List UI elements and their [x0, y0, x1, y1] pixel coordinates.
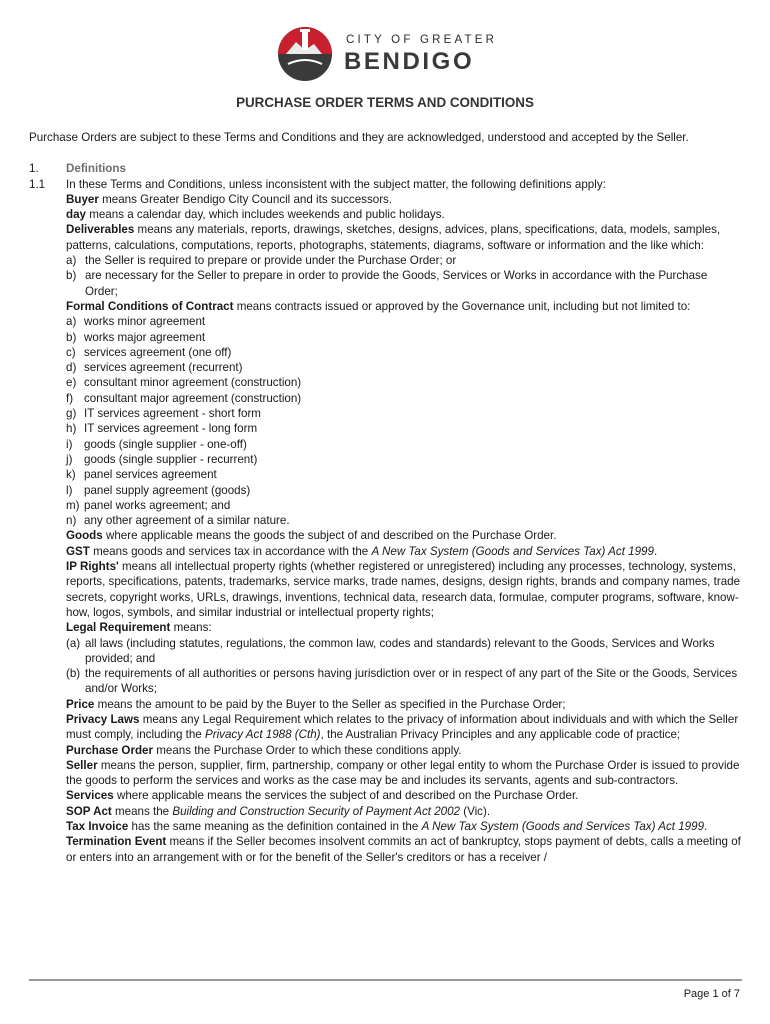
list-text: panel supply agreement (goods) — [84, 483, 251, 497]
definition-text: has the same meaning as the definition contained in the — [128, 820, 422, 834]
definition-text: means the person, supplier, firm, partnership, company or other legal entity to whom the Purchase Order is issued to provide the goods to perform the services and works as the case may be and includes its servants, agents and sub-contractors. — [66, 758, 740, 788]
list-label: b) — [66, 269, 77, 283]
definition-termination-event — [66, 834, 742, 865]
footer-divider — [29, 979, 742, 981]
logo-line-2: BENDIGO — [344, 48, 475, 75]
definition-privacy-laws — [66, 712, 742, 743]
definition-text: means a calendar day, which includes weekends and public holidays. — [85, 208, 445, 222]
list-label: (a) — [66, 636, 81, 650]
definition-seller — [66, 758, 742, 789]
definition-tax-invoice — [66, 819, 742, 834]
list-item — [66, 268, 742, 299]
list-item — [66, 513, 742, 528]
list-item — [66, 253, 742, 268]
list-label: g) — [66, 407, 77, 421]
definition-text: means Greater Bendigo City Council and its successors. — [98, 192, 393, 206]
definition-day — [66, 207, 742, 222]
list-text: services agreement (recurrent) — [84, 361, 243, 375]
term: SOP Act — [66, 804, 112, 818]
list-label: e) — [66, 376, 77, 390]
document-body — [29, 130, 742, 865]
term: Termination Event — [66, 835, 167, 849]
clause-number: 1.1 — [29, 177, 46, 191]
definition-formal-conditions — [66, 299, 742, 314]
list-label: l) — [66, 483, 73, 497]
list-item — [66, 375, 742, 390]
list-text: the Seller is required to prepare or provide under the Purchase Order; or — [85, 254, 457, 268]
list-text: works minor agreement — [84, 315, 206, 329]
definition-text: means any Legal Requirement which relates to the privacy of information about individuals and with which the Seller must comply, including the — [66, 712, 739, 742]
clause-1-1 — [29, 177, 742, 192]
list-text: any other agreement of a similar nature. — [84, 514, 290, 528]
definition-legal-requirement — [66, 620, 742, 635]
term: Purchase Order — [66, 743, 153, 757]
definition-text: means contracts issued or approved by the Governance unit, including but not limited to: — [233, 299, 691, 313]
definition-sop-act — [66, 804, 742, 819]
list-item — [66, 391, 742, 406]
list-item — [66, 666, 742, 697]
list-item — [66, 330, 742, 345]
list-text: services agreement (one off) — [84, 345, 232, 359]
list-label: f) — [66, 391, 74, 405]
list-text: goods (single supplier - recurrent) — [84, 452, 258, 466]
list-label: j) — [66, 452, 73, 466]
list-label: k) — [66, 468, 76, 482]
list-label: h) — [66, 422, 77, 436]
list-text: consultant major agreement (construction) — [84, 391, 302, 405]
section-number: 1. — [29, 162, 39, 176]
definitions-list — [29, 192, 742, 865]
term: Services — [66, 789, 114, 803]
section-1-heading — [29, 161, 742, 176]
list-text: works major agreement — [84, 330, 206, 344]
list-text: consultant minor agreement (construction) — [84, 376, 302, 390]
term: Buyer — [66, 192, 99, 206]
list-label: m) — [66, 498, 80, 512]
list-text: the requirements of all authorities or persons having jurisdiction over or in respect of any part of the Site or the Goods, Services and/or Works; — [85, 667, 738, 696]
list-label: b) — [66, 330, 77, 344]
list-text: IT services agreement - long form — [84, 422, 258, 436]
list-item — [66, 421, 742, 436]
section-heading: Definitions — [66, 162, 126, 176]
list-text: panel works agreement; and — [84, 498, 231, 512]
term: day — [66, 208, 86, 222]
term: Formal Conditions of Contract — [66, 299, 234, 313]
term: Tax Invoice — [66, 820, 129, 834]
list-label: a) — [66, 315, 77, 329]
list-item — [66, 437, 742, 452]
list-item — [66, 406, 742, 421]
term: Seller — [66, 758, 98, 772]
term: GST — [66, 544, 90, 558]
act-title: Privacy Act 1988 (Cth) — [204, 728, 321, 742]
definition-end: . — [704, 820, 708, 834]
list-label: c) — [66, 345, 76, 359]
list-label: n) — [66, 514, 77, 528]
definition-text: means: — [170, 621, 212, 635]
list-text: panel services agreement — [84, 468, 217, 482]
page-number: Page 1 of 7 — [683, 988, 740, 1000]
definition-text: where applicable means the services the subject of and described on the Purchase Order. — [113, 789, 579, 803]
list-item — [66, 314, 742, 329]
list-item — [66, 345, 742, 360]
definition-deliverables — [66, 222, 742, 253]
list-item — [66, 483, 742, 498]
definition-price — [66, 697, 742, 712]
definition-goods — [66, 528, 742, 543]
list-item — [66, 498, 742, 513]
definition-text: means the amount to be paid by the Buyer to the Seller as specified in the Purchase Order; — [94, 697, 566, 711]
list-item — [66, 636, 742, 667]
definition-text: means all intellectual property rights (whether registered or unregistered) including any processes, technology, systems, reports, specifications, patents, trademarks, service marks, trade names, designs, design rights, brands and company names, trade secrets, copyright works, URLs, drawings, inventions, technical data, research data, formulae, computer programs, software, know-how, logos, symbols, and similar industrial or intellectual property rights; — [66, 560, 741, 619]
clause-text: In these Terms and Conditions, unless inconsistent with the subject matter, the following definitions apply: — [66, 177, 606, 191]
definition-text: where applicable means the goods the subject of and described on the Purchase Order. — [102, 529, 557, 543]
list-item — [66, 467, 742, 482]
definition-end: . — [653, 544, 658, 558]
act-title: Building and Construction Security of Payment Act 2002 — [172, 804, 460, 818]
list-item — [66, 452, 742, 467]
city-logo-emblem-icon — [274, 24, 336, 82]
list-label: i) — [66, 437, 73, 451]
term: Deliverables — [66, 223, 135, 237]
logo-line-1: CITY OF GREATER — [346, 34, 498, 46]
list-item — [66, 360, 742, 375]
definition-purchase-order — [66, 743, 742, 758]
city-logo — [274, 24, 514, 82]
definition-text: means the — [111, 804, 173, 818]
document-title: PURCHASE ORDER TERMS AND CONDITIONS — [236, 95, 534, 110]
act-title: A New Tax System (Goods and Services Tax) Act 1999 — [421, 820, 705, 834]
definition-end: (Vic). — [460, 804, 491, 818]
definition-buyer — [66, 192, 742, 207]
list-text: are necessary for the Seller to prepare in order to provide the Goods, Services or Works in accordance with the Purchase Order; — [85, 269, 708, 298]
definition-text: means goods and services tax in accordance with the — [89, 544, 372, 558]
definition-text: means the Purchase Order to which these conditions apply. — [153, 743, 462, 757]
list-text: all laws (including statutes, regulations, the common law, codes and standards) relevant to the Goods, Services and Works provided; and — [85, 636, 715, 665]
term: Goods — [66, 529, 103, 543]
definition-end: , the Australian Privacy Principles and any applicable code of practice; — [320, 728, 681, 742]
term: Legal Requirement — [66, 621, 171, 635]
list-text: goods (single supplier - one-off) — [84, 437, 247, 451]
list-label: d) — [66, 361, 77, 375]
list-text: IT services agreement - short form — [84, 407, 261, 421]
intro-paragraph: Purchase Orders are subject to these Terms and Conditions and they are acknowledged, understood and accepted by the Seller. — [29, 131, 689, 144]
definition-gst — [66, 544, 742, 559]
term: Privacy Laws — [66, 712, 140, 726]
term: Price — [66, 697, 95, 711]
definition-text: means if the Seller becomes insolvent commits an act of bankruptcy, stops payment of debts, calls a meeting of or enters into an arrangement with or for the benefit of the Seller's creditors or has a receiver / — [66, 835, 741, 864]
definition-ip-rights — [66, 559, 742, 620]
definition-text: means any materials, reports, drawings, sketches, designs, advices, plans, specifications, data, models, samples, patterns, calculations, computations, reports, photographs, statements, diagrams, software or information and the like which: — [66, 223, 721, 252]
list-label: a) — [66, 254, 77, 268]
definition-services — [66, 788, 742, 803]
list-label: (b) — [66, 667, 81, 681]
act-title: A New Tax System (Goods and Services Tax) Act 1999 — [371, 544, 654, 558]
term: IP Rights' — [66, 560, 119, 574]
